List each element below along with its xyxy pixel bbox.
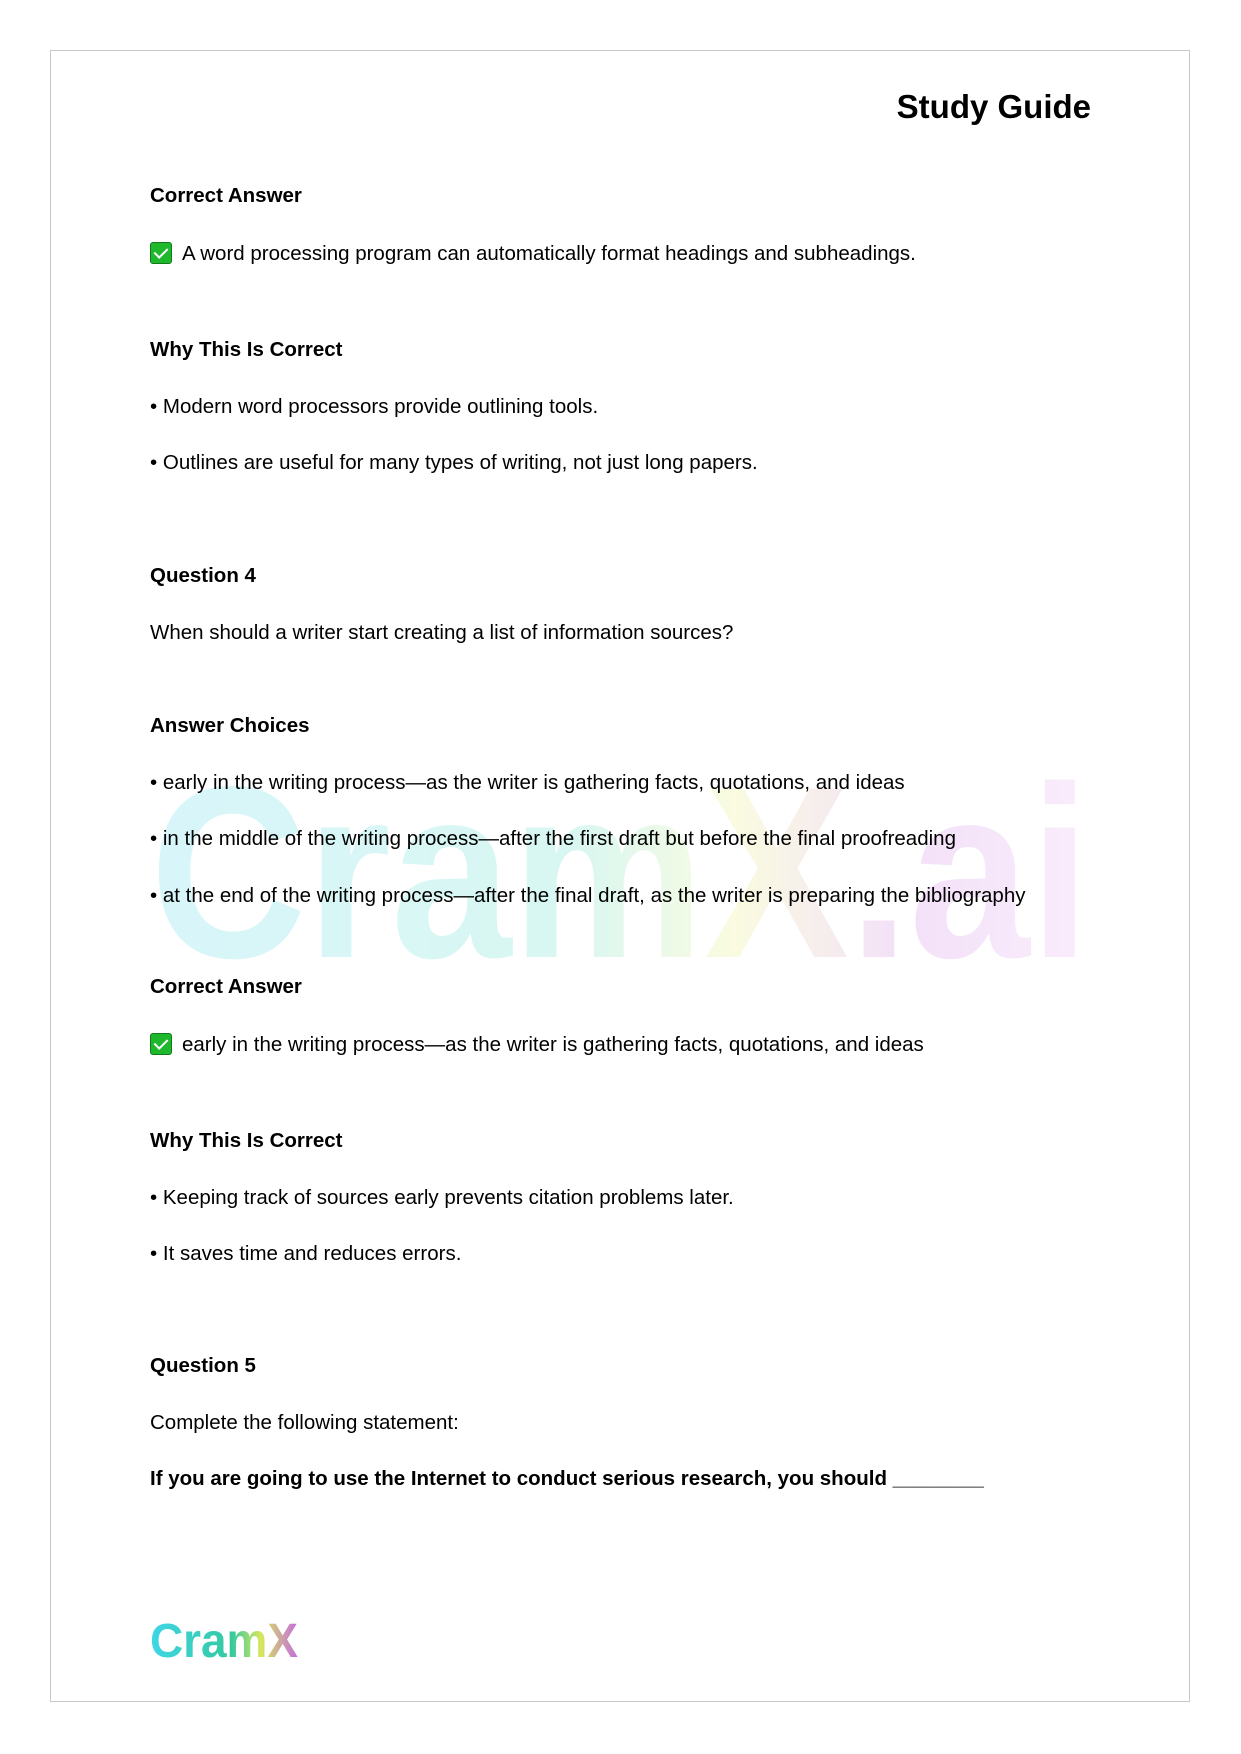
correct-answer-heading: Correct Answer: [150, 184, 302, 207]
question-4-heading: Question 4: [150, 564, 256, 587]
why-point: • Keeping track of sources early prevents citation problems later.: [150, 1186, 734, 1209]
question-5-heading: Question 5: [150, 1354, 256, 1377]
correct-answer-text: A word processing program can automatically format headings and subheadings.: [182, 242, 916, 265]
logo-text: CramX: [150, 1615, 298, 1665]
check-icon: [150, 1033, 172, 1055]
correct-answer-row: [150, 242, 916, 266]
why-point: • It saves time and reduces errors.: [150, 1242, 462, 1265]
page-frame: [50, 50, 1190, 1702]
answer-choices-heading: Answer Choices: [150, 714, 310, 737]
correct-answer-row: [150, 1033, 924, 1057]
correct-answer-heading: Correct Answer: [150, 975, 302, 998]
why-correct-heading: Why This Is Correct: [150, 1129, 343, 1152]
cramx-logo: [150, 1615, 300, 1665]
why-point: • Modern word processors provide outlining tools.: [150, 395, 599, 418]
question-5-statement: If you are going to use the Internet to conduct serious research, you should ________: [150, 1467, 984, 1490]
answer-choice: • at the end of the writing process—after the final draft, as the writer is preparing the bibliography: [150, 884, 1026, 907]
why-point: • Outlines are useful for many types of writing, not just long papers.: [150, 451, 758, 474]
correct-answer-text: early in the writing process—as the writer is gathering facts, quotations, and ideas: [182, 1033, 924, 1056]
watermark-text: CramX.ai: [150, 752, 1090, 997]
why-correct-heading: Why This Is Correct: [150, 338, 343, 361]
page-title: Study Guide: [896, 88, 1091, 125]
check-icon: [150, 242, 172, 264]
question-4-prompt: When should a writer start creating a list of information sources?: [150, 621, 734, 644]
answer-choice: • in the middle of the writing process—after the first draft but before the final proofreading: [150, 827, 956, 850]
answer-choice: • early in the writing process—as the writer is gathering facts, quotations, and ideas: [150, 771, 905, 794]
question-5-prompt: Complete the following statement:: [150, 1411, 459, 1434]
